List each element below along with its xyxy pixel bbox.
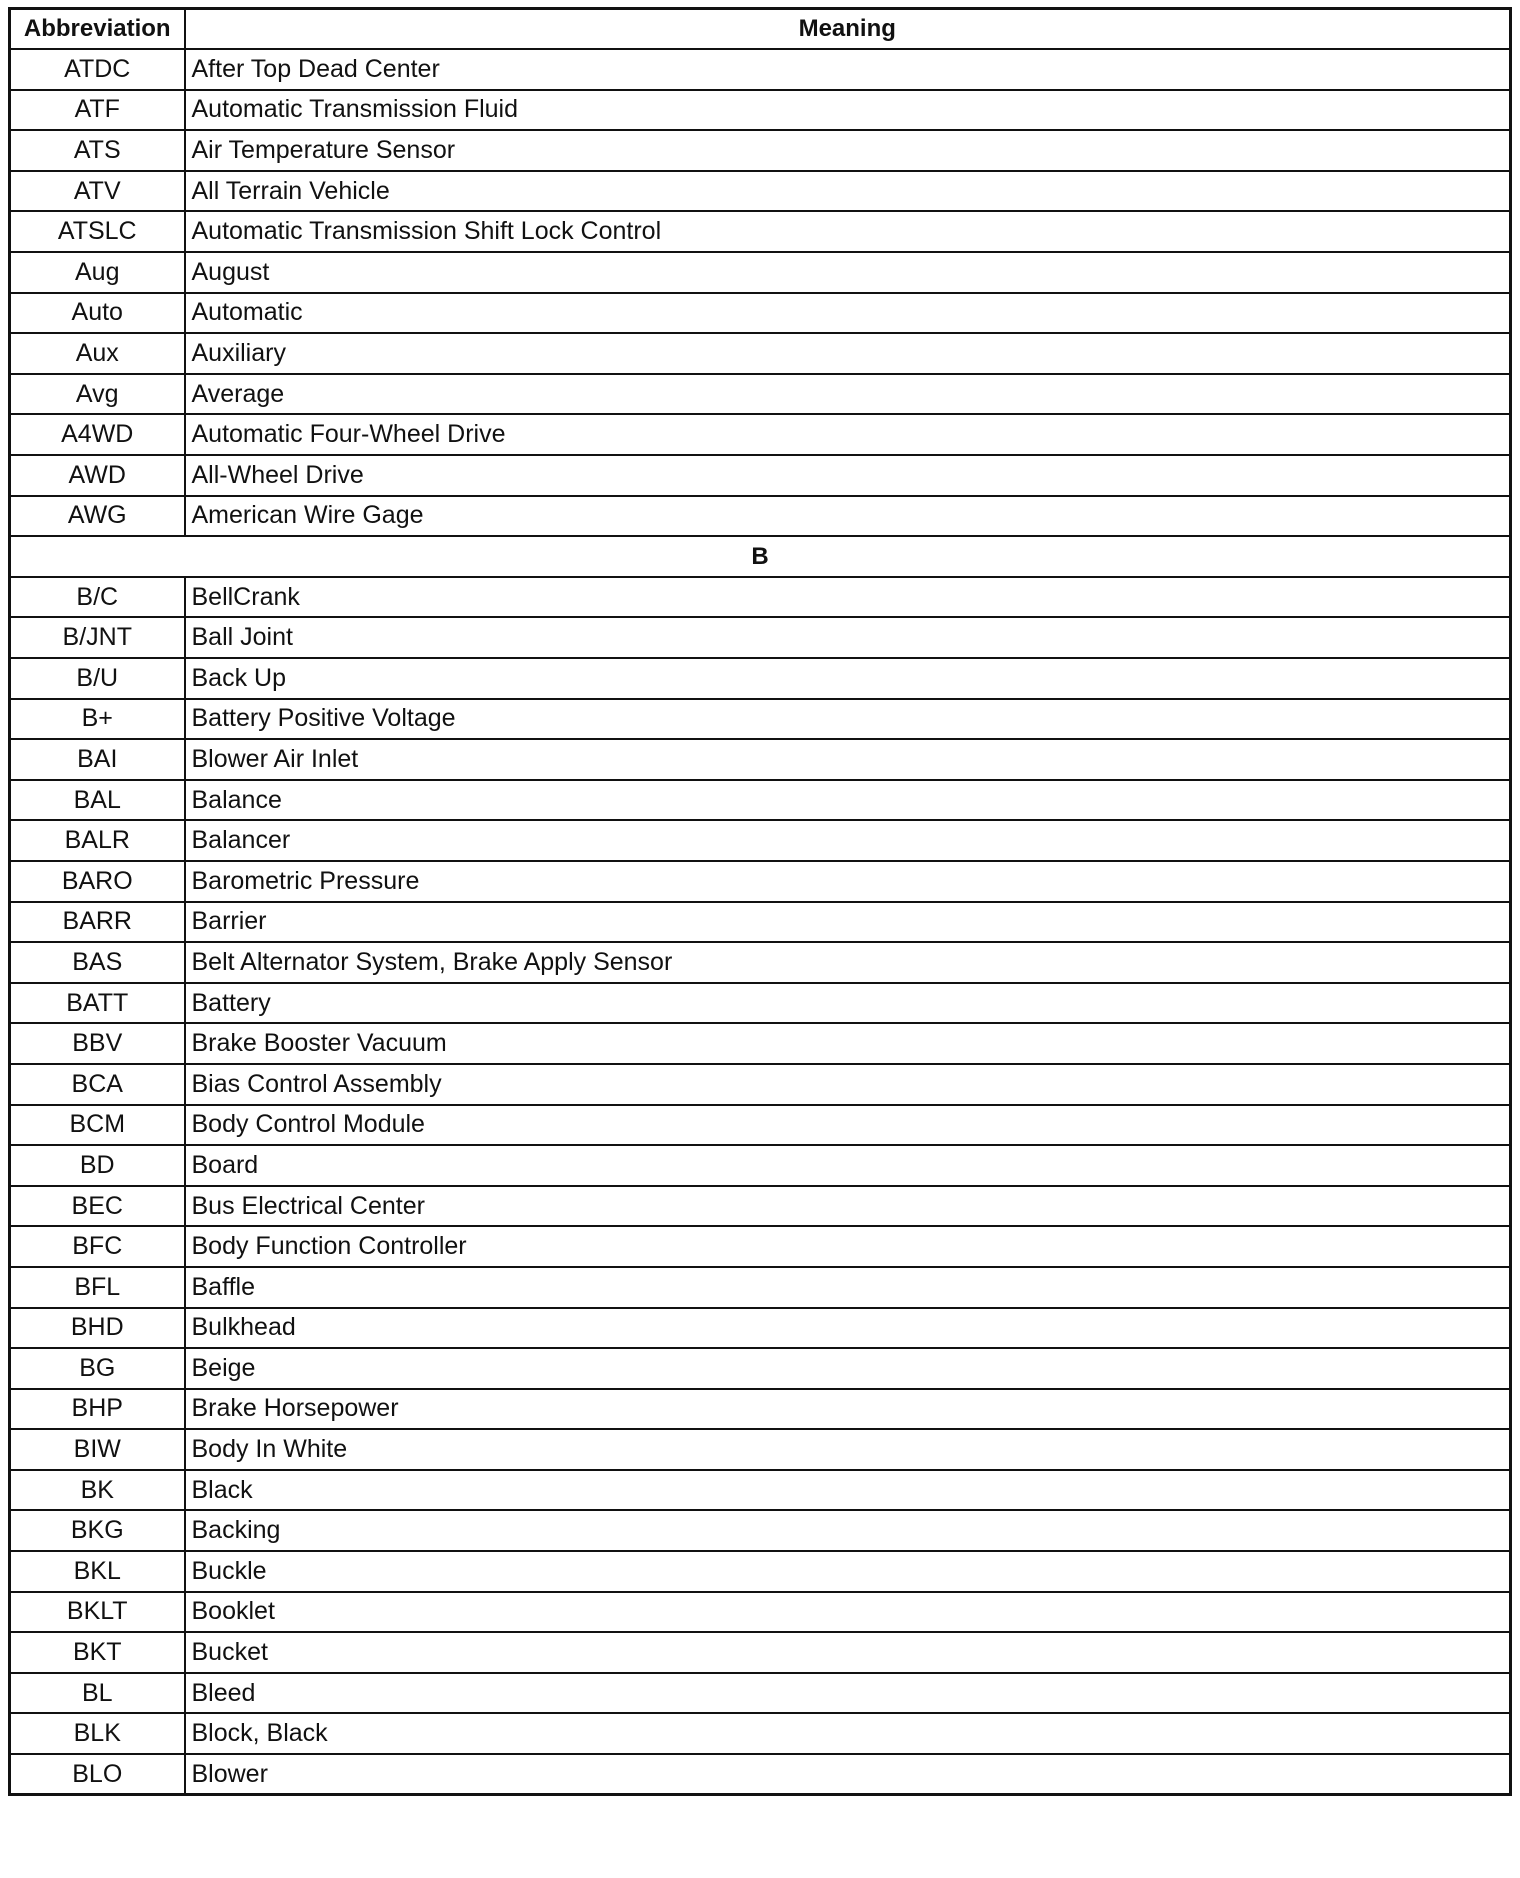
meaning-cell: All Terrain Vehicle: [185, 171, 1511, 212]
meaning-cell: Balancer: [185, 820, 1511, 861]
meaning-cell: August: [185, 252, 1511, 293]
abbreviation-cell: B/C: [10, 577, 185, 618]
meaning-cell: Body Function Controller: [185, 1226, 1511, 1267]
table-row: [10, 49, 1511, 90]
abbreviation-cell: BCM: [10, 1105, 185, 1146]
table-row: [10, 902, 1511, 943]
meaning-cell: Automatic Transmission Shift Lock Control: [185, 211, 1511, 252]
abbreviation-cell: BLK: [10, 1713, 185, 1754]
abbreviation-cell: BKT: [10, 1632, 185, 1673]
abbreviation-cell: BAI: [10, 739, 185, 780]
table-row: [10, 658, 1511, 699]
abbreviation-cell: BKL: [10, 1551, 185, 1592]
meaning-cell: Brake Horsepower: [185, 1389, 1511, 1430]
abbreviation-cell: BHD: [10, 1308, 185, 1349]
meaning-cell: Auxiliary: [185, 333, 1511, 374]
meaning-cell: American Wire Gage: [185, 496, 1511, 537]
meaning-cell: Bleed: [185, 1673, 1511, 1714]
table-row: [10, 1105, 1511, 1146]
meaning-cell: Air Temperature Sensor: [185, 130, 1511, 171]
abbreviation-cell: BBV: [10, 1023, 185, 1064]
meaning-cell: Average: [185, 374, 1511, 415]
abbreviation-cell: BEC: [10, 1186, 185, 1227]
section-letter: B: [10, 536, 1511, 577]
table-row: [10, 1186, 1511, 1227]
meaning-column-header: Meaning: [185, 9, 1511, 50]
meaning-cell: All-Wheel Drive: [185, 455, 1511, 496]
table-row: [10, 374, 1511, 415]
table-row: [10, 252, 1511, 293]
meaning-cell: Blower: [185, 1754, 1511, 1795]
abbreviation-cell: BKLT: [10, 1592, 185, 1633]
table-row: [10, 699, 1511, 740]
abbreviation-cell: Aug: [10, 252, 185, 293]
meaning-cell: Bucket: [185, 1632, 1511, 1673]
table-row: [10, 1226, 1511, 1267]
meaning-cell: Bulkhead: [185, 1308, 1511, 1349]
meaning-cell: Backing: [185, 1510, 1511, 1551]
meaning-cell: Balance: [185, 780, 1511, 821]
abbreviation-column-header: Abbreviation: [10, 9, 185, 50]
table-row: [10, 983, 1511, 1024]
meaning-cell: BellCrank: [185, 577, 1511, 618]
abbreviation-cell: BAL: [10, 780, 185, 821]
abbreviation-cell: BFL: [10, 1267, 185, 1308]
table-row: [10, 414, 1511, 455]
table-row: [10, 1145, 1511, 1186]
table-row: [10, 739, 1511, 780]
table-row: [10, 1308, 1511, 1349]
table-row: [10, 1510, 1511, 1551]
abbreviation-cell: BL: [10, 1673, 185, 1714]
abbreviation-cell: ATF: [10, 90, 185, 131]
abbreviation-cell: ATS: [10, 130, 185, 171]
abbreviation-cell: BK: [10, 1470, 185, 1511]
abbreviation-cell: Auto: [10, 293, 185, 334]
abbreviation-cell: BLO: [10, 1754, 185, 1795]
abbreviation-cell: B/U: [10, 658, 185, 699]
abbreviation-cell: BARO: [10, 861, 185, 902]
table-row: [10, 942, 1511, 983]
table-row: [10, 577, 1511, 618]
table-row: [10, 1389, 1511, 1430]
table-row: [10, 1551, 1511, 1592]
meaning-cell: Board: [185, 1145, 1511, 1186]
meaning-cell: Battery Positive Voltage: [185, 699, 1511, 740]
abbreviation-cell: BIW: [10, 1429, 185, 1470]
abbreviation-cell: BAS: [10, 942, 185, 983]
abbreviation-cell: Avg: [10, 374, 185, 415]
meaning-cell: Automatic Transmission Fluid: [185, 90, 1511, 131]
meaning-cell: Booklet: [185, 1592, 1511, 1633]
table-row: [10, 780, 1511, 821]
table-row: [10, 617, 1511, 658]
meaning-cell: Brake Booster Vacuum: [185, 1023, 1511, 1064]
table-row: [10, 1023, 1511, 1064]
meaning-cell: Automatic: [185, 293, 1511, 334]
abbreviation-cell: ATDC: [10, 49, 185, 90]
meaning-cell: Automatic Four-Wheel Drive: [185, 414, 1511, 455]
table-row: [10, 820, 1511, 861]
abbreviation-cell: BD: [10, 1145, 185, 1186]
abbreviation-cell: BARR: [10, 902, 185, 943]
table-row: [10, 130, 1511, 171]
table-row: [10, 1754, 1511, 1795]
table-row: [10, 1348, 1511, 1389]
table-row: [10, 293, 1511, 334]
meaning-cell: Baffle: [185, 1267, 1511, 1308]
meaning-cell: Black: [185, 1470, 1511, 1511]
meaning-cell: Block, Black: [185, 1713, 1511, 1754]
abbreviation-cell: BKG: [10, 1510, 185, 1551]
table-row: [10, 211, 1511, 252]
abbreviation-cell: AWG: [10, 496, 185, 537]
abbreviation-cell: AWD: [10, 455, 185, 496]
meaning-cell: Bias Control Assembly: [185, 1064, 1511, 1105]
table-row: [10, 1632, 1511, 1673]
abbreviation-cell: BCA: [10, 1064, 185, 1105]
table-row: [10, 1673, 1511, 1714]
table-row: [10, 1429, 1511, 1470]
header-row: [10, 9, 1511, 50]
table-header: [10, 9, 1511, 50]
meaning-cell: Bus Electrical Center: [185, 1186, 1511, 1227]
meaning-cell: After Top Dead Center: [185, 49, 1511, 90]
abbreviation-cell: A4WD: [10, 414, 185, 455]
meaning-cell: Beige: [185, 1348, 1511, 1389]
table-row: [10, 1592, 1511, 1633]
abbreviation-cell: BHP: [10, 1389, 185, 1430]
section-header-row: [10, 536, 1511, 577]
abbreviation-cell: ATV: [10, 171, 185, 212]
table-row: [10, 1713, 1511, 1754]
table-row: [10, 1470, 1511, 1511]
abbreviation-cell: BG: [10, 1348, 185, 1389]
meaning-cell: Belt Alternator System, Brake Apply Sensor: [185, 942, 1511, 983]
table-row: [10, 90, 1511, 131]
abbreviations-table: [8, 7, 1512, 1796]
meaning-cell: Blower Air Inlet: [185, 739, 1511, 780]
abbreviation-cell: BATT: [10, 983, 185, 1024]
abbreviation-cell: B+: [10, 699, 185, 740]
meaning-cell: Body Control Module: [185, 1105, 1511, 1146]
abbreviation-cell: BFC: [10, 1226, 185, 1267]
abbreviation-cell: B/JNT: [10, 617, 185, 658]
table-row: [10, 1064, 1511, 1105]
table-body: [10, 49, 1511, 1795]
table-row: [10, 455, 1511, 496]
meaning-cell: Back Up: [185, 658, 1511, 699]
table-row: [10, 171, 1511, 212]
meaning-cell: Buckle: [185, 1551, 1511, 1592]
table-row: [10, 333, 1511, 374]
table-row: [10, 1267, 1511, 1308]
meaning-cell: Barrier: [185, 902, 1511, 943]
meaning-cell: Body In White: [185, 1429, 1511, 1470]
meaning-cell: Battery: [185, 983, 1511, 1024]
table-row: [10, 861, 1511, 902]
meaning-cell: Barometric Pressure: [185, 861, 1511, 902]
table-row: [10, 496, 1511, 537]
meaning-cell: Ball Joint: [185, 617, 1511, 658]
abbreviation-cell: Aux: [10, 333, 185, 374]
abbreviation-cell: ATSLC: [10, 211, 185, 252]
abbreviation-cell: BALR: [10, 820, 185, 861]
